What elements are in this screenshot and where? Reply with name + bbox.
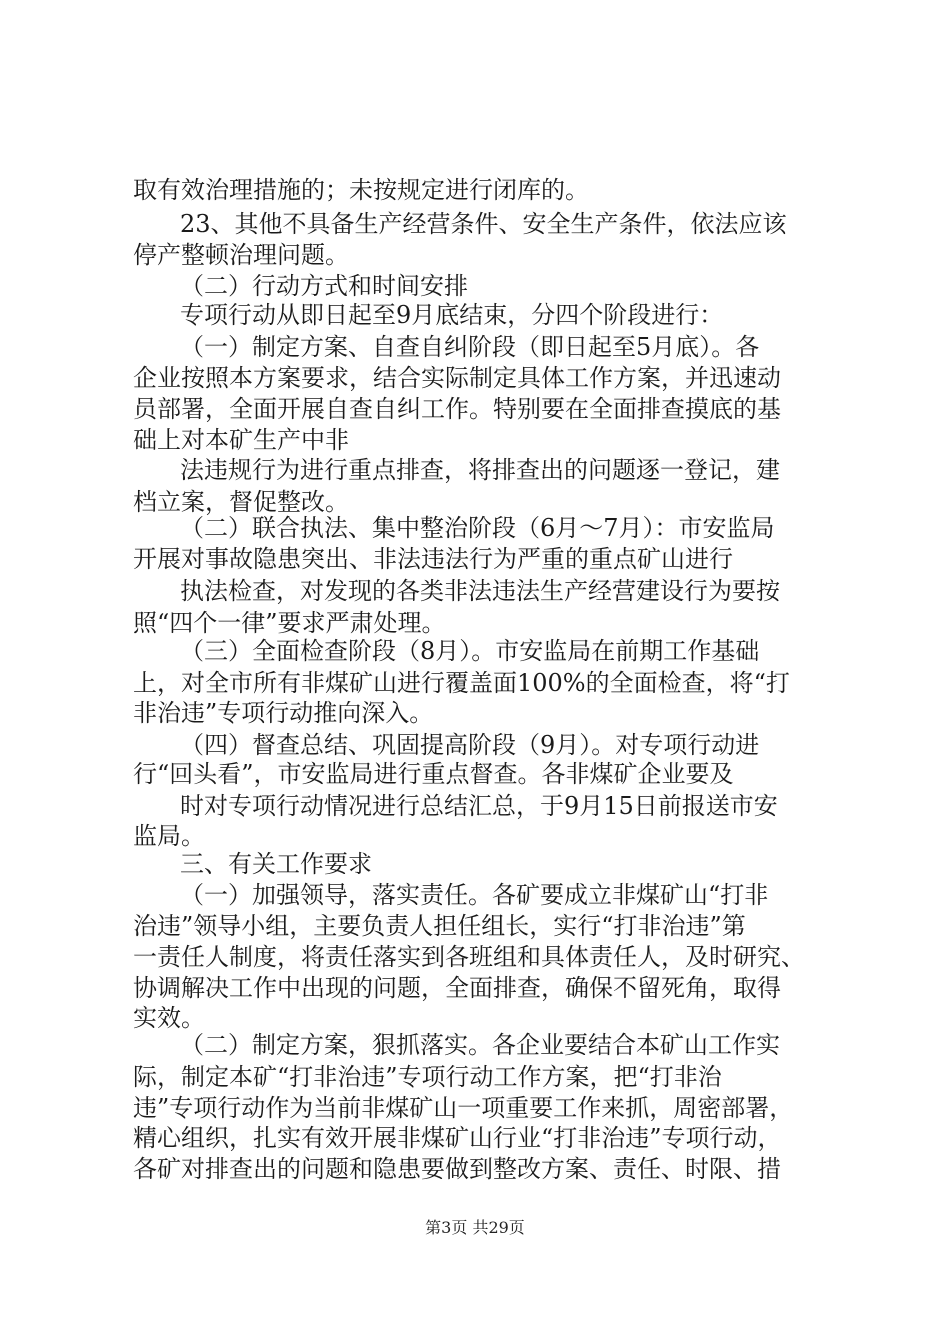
text-line-16: （三）全面检查阶段（8月）。市安监局在前期工作基础 bbox=[180, 637, 760, 665]
text-line-20: 行“回头看”，市安监局进行重点督查。各非煤矿企业要及 bbox=[133, 760, 734, 788]
text-line-18: 非治违”专项行动推向深入。 bbox=[133, 699, 434, 727]
text-line-7: 企业按照本方案要求，结合实际制定具体工作方案，并迅速动 bbox=[133, 364, 781, 392]
text-line-1: 取有效治理措施的；未按规定进行闭库的。 bbox=[133, 176, 589, 204]
text-line-15: 照“四个一律”要求严肃处理。 bbox=[133, 609, 446, 637]
text-line-32: 精心组织，扎实有效开展非煤矿山行业“打非治违”专项行动， bbox=[133, 1124, 782, 1152]
text-line-27: 协调解决工作中出现的问题，全面排查，确保不留死角，取得 bbox=[133, 974, 781, 1002]
text-line-11: 档立案，督促整改。 bbox=[133, 488, 349, 516]
page-number-footer: 第3页 共29页 bbox=[425, 1218, 525, 1237]
text-line-21: 时对专项行动情况进行总结汇总，于9月15日前报送市安 bbox=[180, 792, 778, 820]
text-line-17: 上，对全市所有非煤矿山进行覆盖面100%的全面检查，将“打 bbox=[133, 669, 790, 697]
text-line-12: （二）联合执法、集中整治阶段（6月～7月）：市安监局 bbox=[180, 514, 775, 542]
text-line-14: 执法检查，对发现的各类非法违法生产经营建设行为要按 bbox=[180, 577, 780, 605]
text-line-13: 开展对事故隐患突出、非法违法行为严重的重点矿山进行 bbox=[133, 545, 733, 573]
text-line-22: 监局。 bbox=[133, 822, 205, 850]
text-line-10: 法违规行为进行重点排查，将排查出的问题逐一登记，建 bbox=[180, 456, 780, 484]
text-line-24: （一）加强领导，落实责任。各矿要成立非煤矿山“打非 bbox=[180, 881, 769, 909]
text-line-8: 员部署，全面开展自查自纠工作。特别要在全面排查摸底的基 bbox=[133, 395, 781, 423]
text-line-19: （四）督查总结、巩固提高阶段（9月）。对专项行动进 bbox=[180, 731, 760, 759]
text-line-5: 专项行动从即日起至9月底结束，分四个阶段进行： bbox=[180, 301, 724, 329]
text-line-4: （二）行动方式和时间安排 bbox=[180, 272, 468, 300]
text-line-33: 各矿对排查出的问题和隐患要做到整改方案、责任、时限、措 bbox=[133, 1155, 781, 1183]
text-line-9: 础上对本矿生产中非 bbox=[133, 426, 349, 454]
text-line-29: （二）制定方案，狠抓落实。各企业要结合本矿山工作实 bbox=[180, 1031, 780, 1059]
text-line-26: 一责任人制度，将责任落实到各班组和具体责任人，及时研究、 bbox=[133, 943, 805, 971]
text-line-28: 实效。 bbox=[133, 1004, 205, 1032]
text-line-3: 停产整顿治理问题。 bbox=[133, 241, 349, 269]
text-line-6: （一）制定方案、自查自纠阶段（即日起至5月底）。各 bbox=[180, 333, 760, 361]
text-line-2: 23、其他不具备生产经营条件、安全生产条件，依法应该 bbox=[180, 210, 787, 238]
text-line-30: 际，制定本矿“打非治违”专项行动工作方案，把“打非治 bbox=[133, 1063, 722, 1091]
text-line-31: 违”专项行动作为当前非煤矿山一项重要工作来抓，周密部署， bbox=[133, 1094, 794, 1122]
text-line-25: 治违”领导小组，主要负责人担任组长，实行“打非治违”第 bbox=[133, 912, 746, 940]
text-line-23: 三、有关工作要求 bbox=[180, 850, 372, 878]
